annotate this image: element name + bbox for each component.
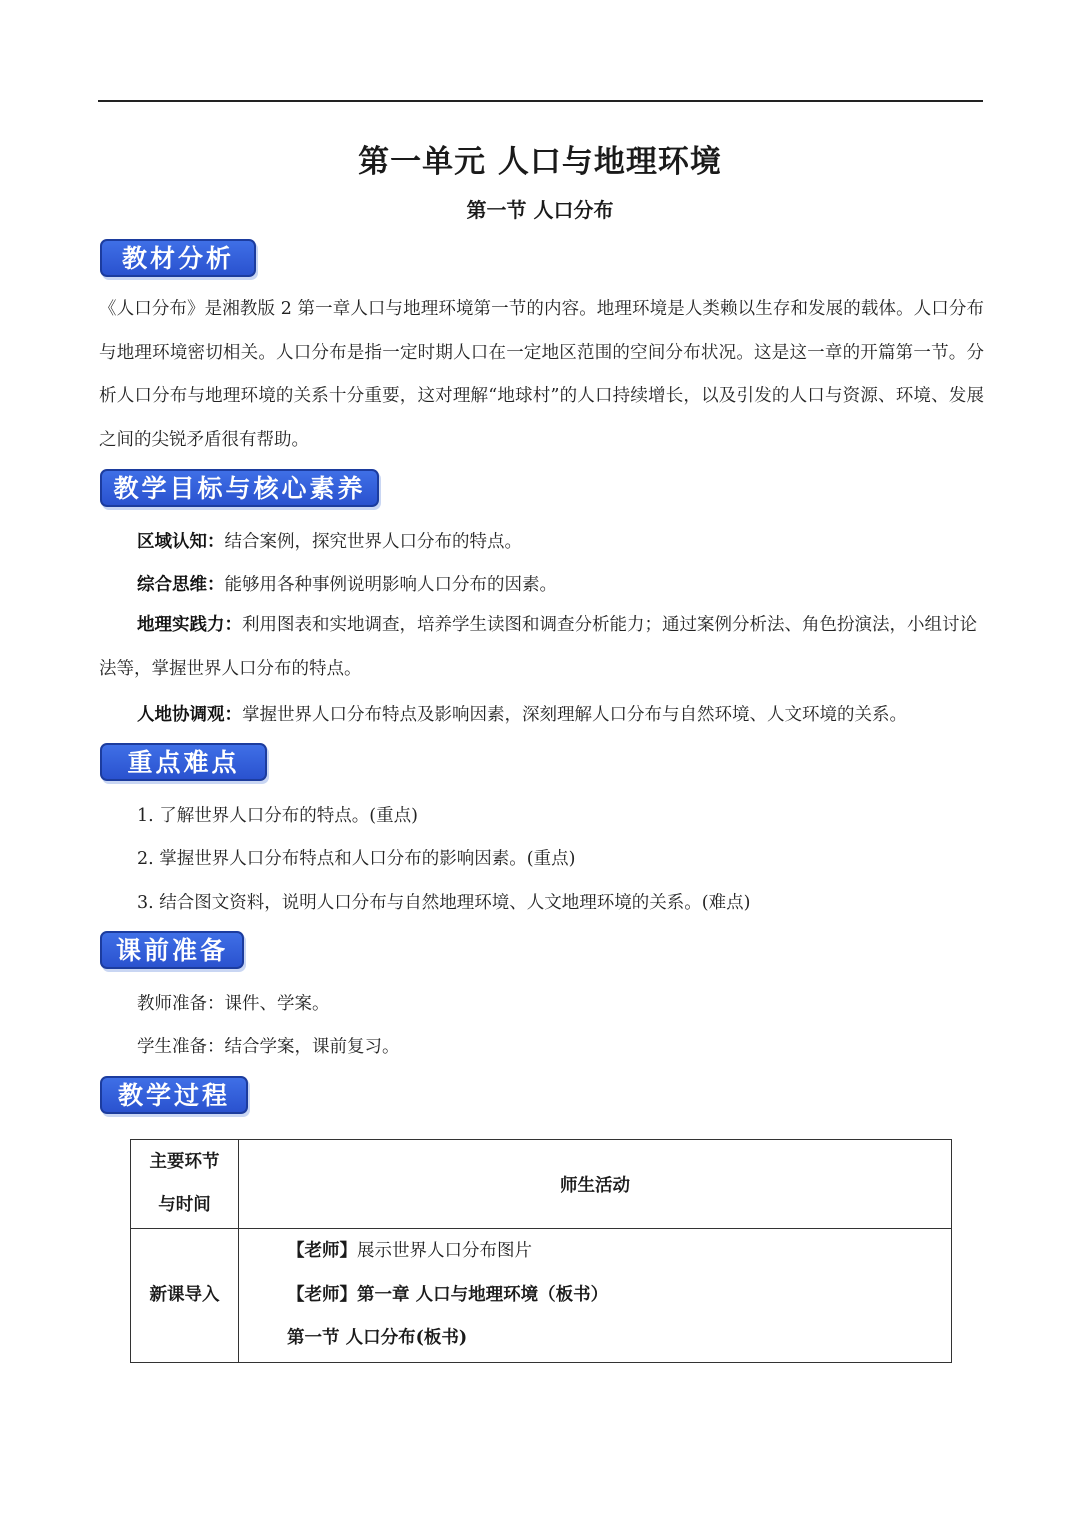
goal-regional <box>137 528 522 553</box>
process-table <box>130 1139 952 1363</box>
goal-text: 能够用各种事例说明影响人口分布的因素。 <box>224 575 557 595</box>
activity-line <box>287 1230 950 1274</box>
section-badge-preparation: 课前准备 <box>100 931 244 969</box>
prep-teacher: 教师准备：课件、学案。 <box>137 994 330 1014</box>
activity-cell <box>239 1229 952 1363</box>
activity-line <box>287 1317 950 1361</box>
section-badge-process: 教学过程 <box>100 1076 248 1114</box>
unit-title: 第一单元 人口与地理环境 <box>358 144 722 180</box>
goal-practice <box>99 604 979 691</box>
activity-tag: 【老师】 <box>287 1284 357 1305</box>
header-stage-line2: 与时间 <box>158 1195 211 1215</box>
goal-label: 地理实践力： <box>137 615 242 635</box>
header-rule <box>98 100 983 102</box>
prep-student: 学生准备：结合学案，课前复习。 <box>137 1037 400 1057</box>
table-row <box>131 1229 952 1363</box>
goal-label: 人地协调观： <box>137 705 242 725</box>
analysis-paragraph: 《人口分布》是湘教版 2 第一章人口与地理环境第一节的内容。地理环境是人类赖以生存和发展的载体。人口分布与地理环境密切相关。人口分布是指一定时期人口在一定地区范围的空间分布状况。这是这一章的开篇第一节。分析人口分布与地理环境的关系十分重要，这对理解“地球村”的人口持续增长，以及引发的人口与资源、环境、发展之间的尖锐矛盾很有帮助。 <box>99 299 984 450</box>
goal-text: 结合案例，探究世界人口分布的特点。 <box>224 532 522 552</box>
goal-label: 区域认知： <box>137 532 225 552</box>
goal-thinking <box>137 571 557 596</box>
activity-tag: 【老师】 <box>287 1241 357 1261</box>
goal-label: 综合思维： <box>137 575 225 595</box>
section-badge-analysis: 教材分析 <box>100 239 256 277</box>
key-point-item: 2. 掌握世界人口分布特点和人口分布的影响因素。(重点) <box>137 849 576 869</box>
section-badge-goals: 教学目标与核心素养 <box>100 469 379 507</box>
section-badge-key-points: 重点难点 <box>100 743 267 781</box>
key-point-item: 3. 结合图文资料，说明人口分布与自然地理环境、人文地理环境的关系。(难点) <box>137 893 751 913</box>
goal-text: 掌握世界人口分布特点及影响因素，深刻理解人口分布与自然环境、人文环境的关系。 <box>242 705 907 725</box>
table-header-row <box>131 1140 952 1229</box>
activity-line <box>287 1274 950 1318</box>
activity-text: 展示世界人口分布图片 <box>357 1241 532 1261</box>
header-stage-line1: 主要环节 <box>149 1152 220 1172</box>
stage-cell <box>131 1229 239 1363</box>
key-point-item: 1. 了解世界人口分布的特点。(重点) <box>137 806 418 826</box>
section-title: 第一节 人口分布 <box>466 198 614 222</box>
goal-harmony <box>137 701 907 726</box>
activity-text: 第一章 人口与地理环境（板书） <box>357 1284 609 1305</box>
header-activity-cell: 师生活动 <box>239 1140 952 1229</box>
activity-text: 第一节 人口分布(板书) <box>287 1328 468 1348</box>
stage-label: 新课导入 <box>149 1284 220 1305</box>
goal-text: 利用图表和实地调查，培养学生读图和调查分析能力；通过案例分析法、角色扮演法，小组讨论法等，掌握世界人口分布的特点。 <box>99 615 977 679</box>
header-stage-cell <box>131 1140 239 1229</box>
